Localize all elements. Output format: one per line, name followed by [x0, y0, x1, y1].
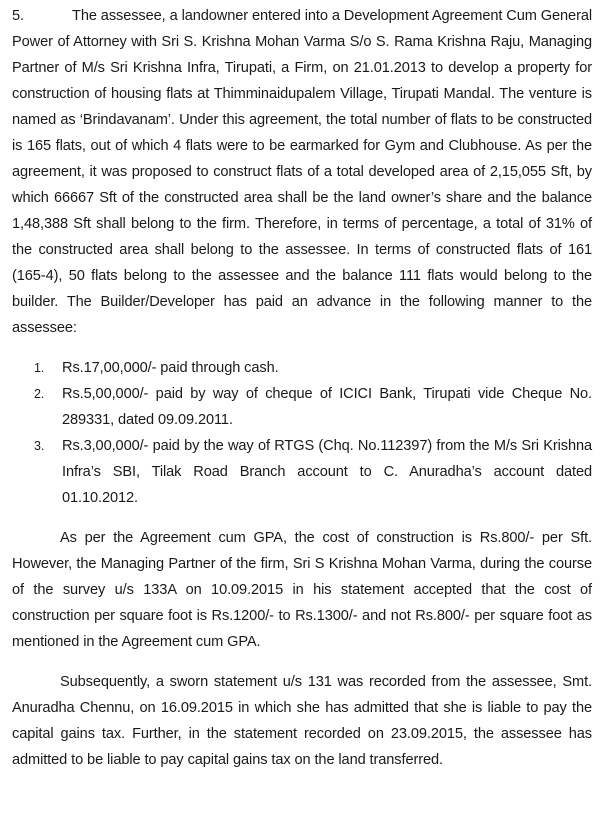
- list-item: [34, 381, 592, 433]
- payment-list: [12, 355, 592, 511]
- paragraph-number: 5.: [12, 8, 24, 24]
- list-item-number: 3.: [34, 439, 45, 453]
- paragraph-text: As per the Agreement cum GPA, the cost of construction is Rs.800/- per Sft. However, the Managing Partner of the firm, Sri S Krishna Mohan Varma, during the course of the survey u/s 133A on 10.09.2015 in his statement accepted that the cost of construction per square foot is Rs.1200/- to Rs.1300/- and not Rs.800/- per square foot as mentioned in the Agreement cum GPA.: [12, 530, 592, 650]
- list-item-text: Rs.3,00,000/- paid by the way of RTGS (Chq. No.112397) from the M/s Sri Krishna Infra’s SBI, Tilak Road Branch account to C. Anuradha’s account dated 01.10.2012.: [62, 438, 592, 506]
- paragraph-sworn-statement: [12, 669, 592, 773]
- list-item-number: 2.: [34, 387, 45, 401]
- paragraph-5: [12, 3, 592, 341]
- list-item-text: Rs.17,00,000/- paid through cash.: [62, 360, 279, 376]
- paragraph-text: Subsequently, a sworn statement u/s 131 was recorded from the assessee, Smt. Anuradha Chennu, on 16.09.2015 in which she has admitted that she is liable to pay the capital gains tax. Further, in the statement recorded on 23.09.2015, the assessee has admitted to be liable to pay capital gains tax on the land transferred.: [12, 674, 592, 768]
- list-item-number: 1.: [34, 361, 45, 375]
- paragraph-construction-cost: [12, 525, 592, 655]
- paragraph-text: The assessee, a landowner entered into a Development Agreement Cum General Power of Attorney with Sri S. Krishna Mohan Varma S/o S. Rama Krishna Raju, Managing Partner of M/s Sri Krishna Infra, Tirupati, a Firm, on 21.01.2013 to develop a property for construction of housing flats at Thimminaidupalem Village, Tirupati Mandal. The venture is named as ‘Brindavanam’. Under this agreement, the total number of flats to be constructed is 165 flats, out of which 4 flats were to be earmarked for Gym and Clubhouse. As per the agreement, it was proposed to construct flats of a total developed area of 2,15,055 Sft, by which 66667 Sft of the constructed area shall be the land owner’s share and the balance 1,48,388 Sft shall belong to the firm. Therefore, in terms of percentage, a total of 31% of the constructed area shall belong to the assessee. In terms of constructed flats of 161 (165-4), 50 flats belong to the assessee and the balance 111 flats would belong to the builder. The Builder/Developer has paid an advance in the following manner to the assessee:: [12, 8, 592, 336]
- list-item: [34, 433, 592, 511]
- list-item-text: Rs.5,00,000/- paid by way of cheque of ICICI Bank, Tirupati vide Cheque No. 289331, dated 09.09.2011.: [62, 386, 592, 428]
- list-item: [34, 355, 592, 381]
